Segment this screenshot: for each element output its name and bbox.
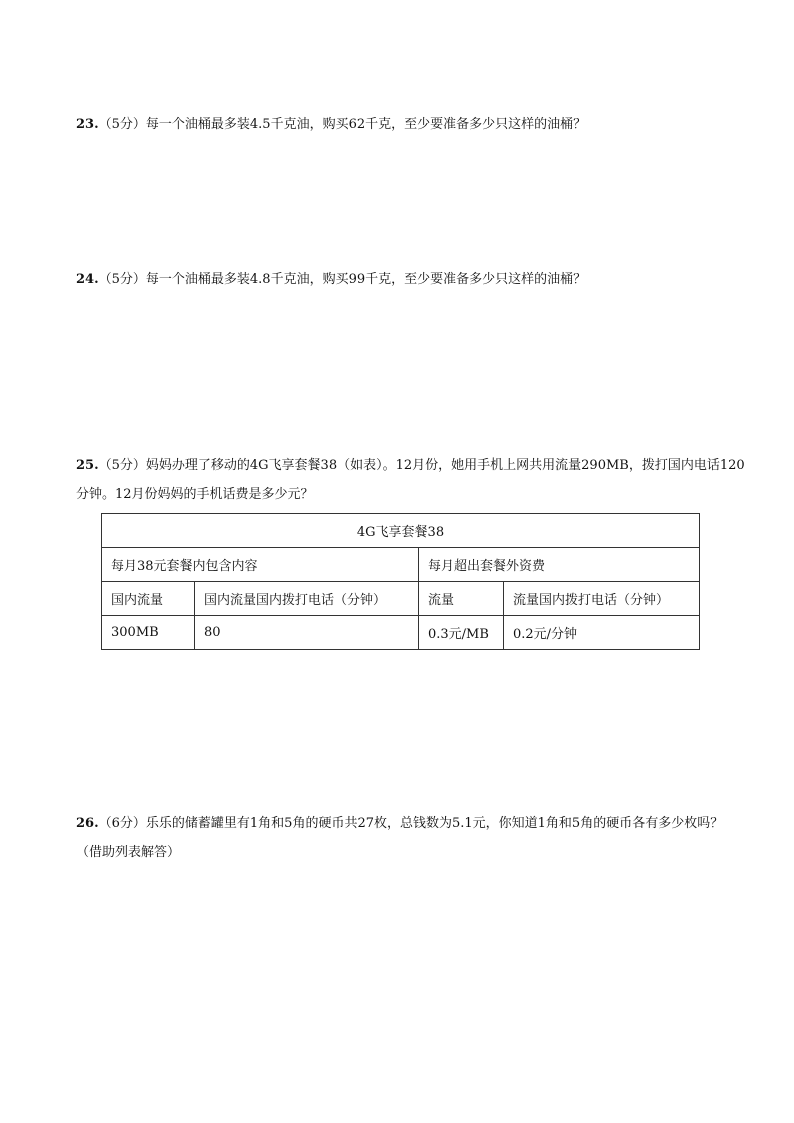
question-number-dot: . [94,117,99,132]
question-number-dot: . [94,816,99,831]
question-number: 24 [76,272,95,287]
included-header-cell: 每月38元套餐内包含内容 [102,548,419,582]
question-24 [76,265,746,294]
question-number: 25 [76,458,95,473]
question-text: 每一个油桶最多装4.8千克油，购买99千克，至少要准备多少只这样的油桶？ [145,272,587,287]
question-number: 26 [76,816,95,831]
plan-table-title: 4G飞享套餐38 [102,514,700,548]
table-row [102,616,700,650]
question-text: 妈妈办理了移动的4G飞享套餐38（如表）。12月份，她用手机上网共用流量290MB，拨打国内电话120分钟。12月份妈妈的手机话费是多少元？ [76,458,745,502]
question-23 [76,110,746,139]
table-row [102,548,700,582]
question-number-dot: . [94,272,99,287]
table-cell: 80 [195,616,419,650]
question-points: （6分） [98,816,146,831]
plan-table [101,513,700,650]
question-25 [76,451,746,509]
question-points: （5分） [98,117,146,132]
table-header-cell: 流量国内拨打电话（分钟） [504,582,700,616]
question-number-dot: . [94,458,99,473]
question-26 [76,809,746,867]
table-cell: 300MB [102,616,195,650]
question-number: 23 [76,117,95,132]
extra-header-cell: 每月超出套餐外资费 [419,548,700,582]
question-points: （5分） [98,272,146,287]
question-text: 乐乐的储蓄罐里有1角和5角的硬币共27枚，总钱数为5.1元，你知道1角和5角的硬币各有多少枚吗？（借助列表解答） [76,816,724,860]
question-text: 每一个油桶最多装4.5千克油，购买62千克，至少要准备多少只这样的油桶？ [145,117,587,132]
table-header-cell: 国内流量 [102,582,195,616]
table-header-cell: 流量 [419,582,504,616]
table-header-cell: 国内流量国内拨打电话（分钟） [195,582,419,616]
table-row [102,514,700,548]
table-cell: 0.2元/分钟 [504,616,700,650]
table-row [102,582,700,616]
table-cell: 0.3元/MB [419,616,504,650]
question-points: （5分） [98,458,146,473]
